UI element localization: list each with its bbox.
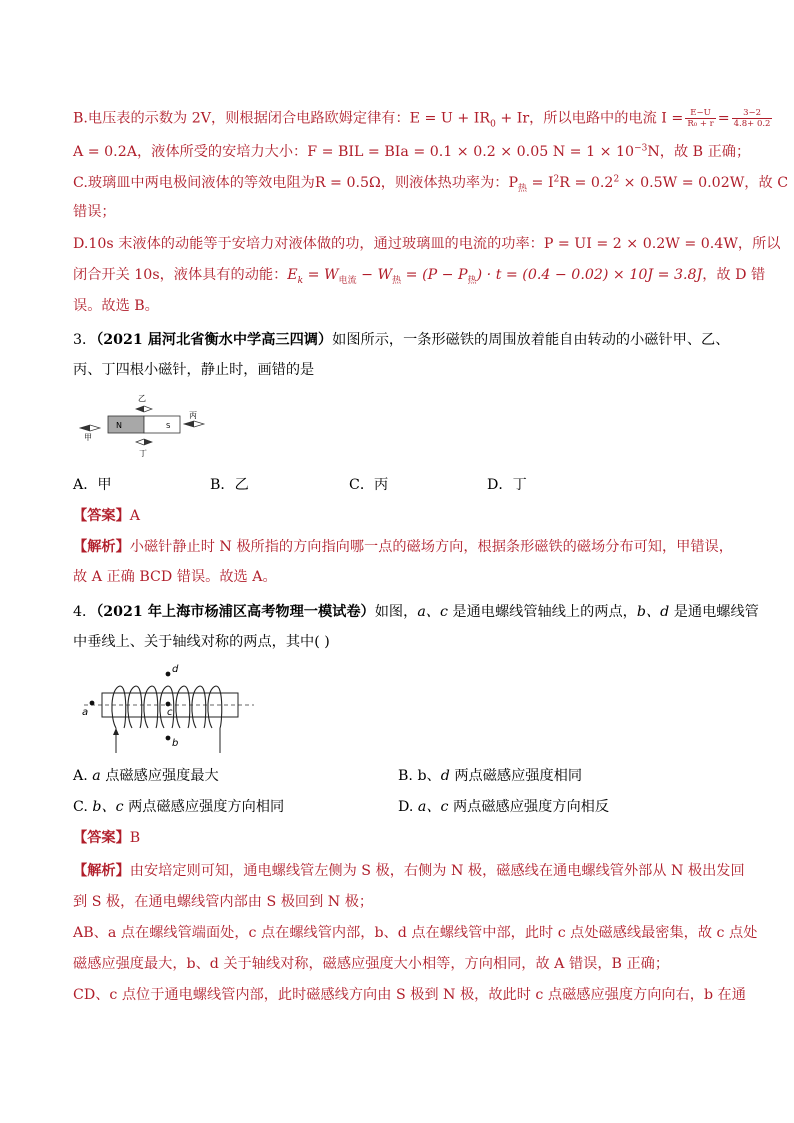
text: N，故 B 正确； bbox=[647, 144, 751, 160]
formula: = W bbox=[303, 267, 339, 283]
text: 两点磁感应强度方向相同 bbox=[123, 799, 285, 815]
question-3-stem-line2: 丙、丁四根小磁针，静止时，画错的是 bbox=[73, 362, 315, 378]
q4-analysis-line1 bbox=[73, 861, 745, 881]
variable: b、c bbox=[92, 799, 124, 815]
needle-bing-label: 丙 bbox=[189, 411, 197, 420]
label-d: d bbox=[172, 664, 179, 675]
variable: a、c bbox=[417, 604, 448, 620]
q3-answer bbox=[73, 506, 733, 526]
formula: − W bbox=[356, 267, 393, 283]
q4-option-a[interactable] bbox=[73, 766, 219, 786]
q4-option-b[interactable] bbox=[398, 766, 582, 786]
text: A = 0.2A，液体所受的安培力大小：F = BIL = BIa = 0.1 × 0.2 × 0.05 N = 1 × 10 bbox=[73, 144, 635, 160]
text: R = 0.2 bbox=[559, 175, 614, 191]
solution-line-b2 bbox=[73, 142, 751, 162]
text: A. bbox=[73, 768, 93, 784]
question-source: （2021 年上海市杨浦区高考物理一模试卷） bbox=[96, 604, 375, 620]
question-4-stem-line1 bbox=[73, 602, 759, 622]
solution-line-c1 bbox=[73, 173, 789, 194]
needle-bing-pole bbox=[184, 421, 194, 427]
variable: d bbox=[440, 768, 450, 784]
text: × 0.5W = 0.02W，故 C bbox=[619, 175, 789, 191]
solution-line-d1: D.10s 末液体的动能等于安培力对液体做的功，通过玻璃皿的电流的功率：P = UI = 2 × 0.2W = 0.4W，所以 bbox=[73, 236, 781, 252]
question-number: 3． bbox=[73, 332, 97, 348]
q3-option-d[interactable]: D．丁 bbox=[487, 477, 527, 493]
subscript: k bbox=[297, 275, 304, 286]
needle-yi-pole bbox=[136, 406, 144, 412]
label-c: c bbox=[167, 707, 173, 718]
text: D. bbox=[398, 799, 418, 815]
text: = I bbox=[527, 175, 554, 191]
analysis-label: 【解析】 bbox=[73, 539, 130, 555]
magnet-s-label: S bbox=[166, 422, 171, 430]
question-4-stem-line2: 中垂线上、关于轴线对称的两点，其中( ) bbox=[73, 634, 330, 650]
text: 是通电螺线管 bbox=[669, 604, 759, 620]
variable: a bbox=[92, 768, 101, 784]
needle-ding-pole bbox=[144, 439, 152, 445]
solution-line-c2: 错误； bbox=[73, 204, 116, 220]
subscript: 热 bbox=[518, 183, 528, 194]
formula: E bbox=[287, 267, 298, 283]
text: ，故 D 错 bbox=[702, 267, 766, 283]
q4-option-d[interactable] bbox=[398, 797, 609, 817]
subscript: 0 bbox=[490, 119, 496, 130]
analysis-label: 【解析】 bbox=[73, 863, 130, 879]
text: B.电压表的示数为 2V，则根据闭合电路欧姆定律有：E = U + IR bbox=[73, 110, 491, 127]
needle-jia-label: 甲 bbox=[84, 433, 92, 442]
superscript: −3 bbox=[634, 143, 648, 154]
magnet-n-half bbox=[108, 416, 144, 433]
subscript: 电流 bbox=[338, 275, 357, 286]
magnet-n-label: N bbox=[116, 421, 122, 430]
text: 是通电螺线管轴线上的两点， bbox=[447, 604, 637, 620]
fraction-numerator: 3−2 bbox=[732, 108, 773, 119]
q4-option-c[interactable] bbox=[73, 797, 284, 817]
point-b bbox=[166, 736, 171, 741]
label-b: b bbox=[172, 738, 179, 749]
needle-ding-label: 丁 bbox=[139, 449, 147, 458]
q4-analysis-line5: CD、c 点位于通电螺线管内部，此时磁感线方向由 S 极到 N 极，故此时 c 点磁感应强度方向向右，b 在通 bbox=[73, 987, 746, 1003]
magnet-s-half bbox=[144, 416, 180, 433]
fraction-denominator: 4.8+ 0.2 bbox=[733, 119, 771, 129]
analysis-text: 由安培定则可知，通电螺线管左侧为 S 极，右侧为 N 极，磁感线在通电螺线管外部从 N 极出发回 bbox=[129, 863, 745, 879]
text: 如图所示，一条形磁铁的周围放着能自由转动的小磁针甲、乙、 bbox=[332, 332, 730, 348]
label-a: a bbox=[82, 707, 89, 718]
variable: a、c bbox=[417, 799, 449, 815]
point-a bbox=[90, 701, 95, 706]
q3-option-c[interactable]: C．丙 bbox=[349, 477, 389, 493]
text: 两点磁感应强度方向相反 bbox=[448, 799, 610, 815]
fraction-denominator: R₀ + r bbox=[687, 119, 714, 129]
q4-analysis-line2: 到 S 极，在通电螺线管内部由 S 极回到 N 极； bbox=[73, 894, 374, 910]
question-3-stem-line1 bbox=[73, 330, 733, 350]
answer-label: 【答案】 bbox=[73, 830, 130, 846]
q3-analysis-line2: 故 A 正确 BCD 错误。故选 A。 bbox=[73, 569, 277, 585]
text: C. bbox=[73, 799, 93, 815]
formula: ) · t = (0.4 − 0.02) × 10J = 3.8J bbox=[476, 267, 703, 283]
point-d bbox=[166, 672, 171, 677]
bar-magnet-figure bbox=[76, 385, 216, 460]
text: 两点磁感应强度相同 bbox=[449, 768, 583, 784]
question-number: 4． bbox=[73, 604, 97, 620]
q4-answer bbox=[73, 828, 733, 848]
text: B. b、 bbox=[398, 768, 441, 784]
superscript: 2 bbox=[553, 174, 560, 185]
point-c bbox=[166, 702, 171, 707]
variable: b、d bbox=[636, 604, 670, 620]
q3-analysis-line1 bbox=[73, 537, 733, 557]
superscript: 2 bbox=[613, 174, 620, 185]
question-source: （2021 届河北省衡水中学高三四调） bbox=[96, 332, 333, 348]
needle-jia-pole bbox=[80, 425, 90, 431]
subscript: 热 bbox=[392, 275, 402, 286]
answer-label: 【答案】 bbox=[73, 508, 130, 524]
solution-line-b1 bbox=[73, 108, 771, 130]
answer-value: A bbox=[129, 508, 141, 524]
fraction-current bbox=[685, 108, 715, 129]
text: + Ir，所以电路中的电流 I = bbox=[495, 110, 684, 127]
q4-analysis-line3: AB、a 点在螺线管端面处，c 点在螺线管内部，b、d 点在螺线管中部，此时 c 点处磁感线最密集，故 c 点处 bbox=[73, 925, 758, 941]
text: 点磁感应强度最大 bbox=[100, 768, 219, 784]
solenoid-figure bbox=[76, 658, 261, 758]
subscript: 热 bbox=[467, 275, 477, 286]
current-arrow bbox=[113, 728, 119, 735]
q3-option-b[interactable]: B．乙 bbox=[210, 477, 249, 493]
fraction-numerator: E−U bbox=[685, 108, 715, 119]
text: 如图， bbox=[374, 604, 418, 620]
text: C.玻璃皿中两电极间液体的等效电阻为R = 0.5Ω，则液体热功率为：P bbox=[73, 175, 519, 191]
q3-option-a[interactable]: A．甲 bbox=[73, 477, 112, 493]
solution-line-d3: 误。故选 B。 bbox=[73, 298, 159, 314]
needle-yi-label: 乙 bbox=[138, 394, 146, 403]
text: 闭合开关 10s，液体具有的动能： bbox=[73, 267, 288, 283]
analysis-text: 小磁针静止时 N 极所指的方向指向哪一点的磁场方向，根据条形磁铁的磁场分布可知，甲错误， bbox=[129, 539, 733, 555]
fraction-values bbox=[732, 108, 773, 129]
answer-value: B bbox=[129, 830, 141, 846]
text: = bbox=[717, 110, 730, 127]
q4-analysis-line4: 磁感应强度最大，b、d 关于轴线对称，磁感应强度大小相等，方向相同，故 A 错误，B 正确； bbox=[73, 956, 670, 972]
solution-line-d2 bbox=[73, 265, 766, 286]
formula: = (P − P bbox=[401, 267, 468, 283]
